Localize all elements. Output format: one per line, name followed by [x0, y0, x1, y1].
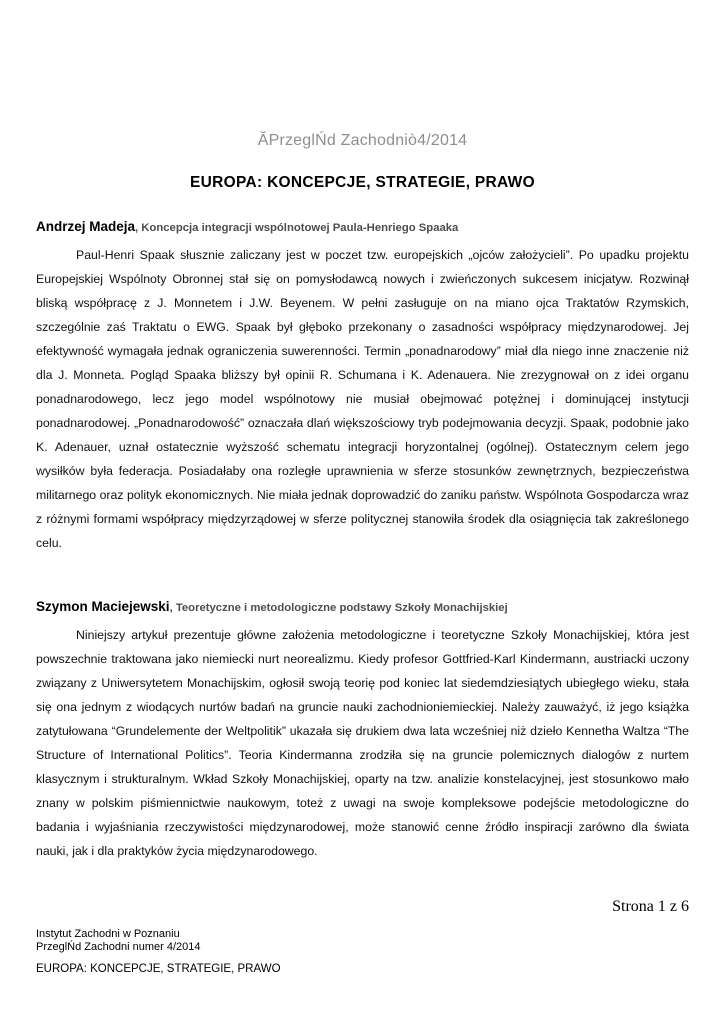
- footer-journal: PrzeglŃd Zachodni numer 4/2014: [36, 940, 201, 953]
- footer-institute: Instytut Zachodni w Poznaniu: [36, 928, 180, 940]
- article-abstract-block: [36, 599, 689, 863]
- article-author-line: [36, 219, 689, 234]
- article-title: , Teoretyczne i metodologiczne podstawy Szkoły Monachijskiej: [169, 602, 508, 614]
- article-title: , Koncepcja integracji wspólnotowej Paula-Henriego Spaaka: [135, 222, 459, 234]
- article-author-line: [36, 599, 689, 614]
- journal-header: ĂPrzeglŃd Zachodniò4/2014: [257, 132, 468, 149]
- author-name: Andrzej Madeja: [36, 219, 136, 234]
- page-title: EUROPA: KONCEPCJE, STRATEGIE, PRAWO: [190, 174, 535, 191]
- abstract-paragraph: Niniejszy artykuł prezentuje główne założenia metodologiczne i teoretyczne Szkoły Monachijskiej, która jest powszechnie traktowana jako niemiecki nurt neorealizmu. Kiedy profesor Gottfried-Karl Kindermann, austriacki uczony związany z Uniwersytetem Monachijskim, ogłosił swoją teorię pod koniec lat siedemdziesiątych ubiegłego wieku, stała się ona jednym z wiodących nurtów badań na gruncie nauki zachodnioniemieckiej. Należy zauważyć, iż jego książka zatytułowana “Grundelemente der Weltpolitik” ukazała się drukiem dwa lata wcześniej niż dzieło Kennetha Waltza “The Structure of International Politics”. Teoria Kindermanna zrodziła się na gruncie polemicznych dialogów z nurtem klasycznym i strukturalnym. Wkład Szkoły Monachijskiej, oparty na tzw. analizie konstelacyjnej, jest stosunkowo mało znany w polskim piśmiennictwie naukowym, toteż z uwagi na swoje kompleksowe podejście metodologiczne do badania i wyjaśniania rzeczywistości międzynarodowej, może stanowić cenne źródło inspiracji zarówno dla świata nauki, jak i dla praktyków życia międzynarodowego.: [36, 628, 689, 858]
- abstract-paragraph: Paul-Henri Spaak słusznie zaliczany jest w poczet tzw. europejskich „ojców założycieli”. Po upadku projektu Europejskiej Wspólnoty Obronnej stał się on pomysłodawcą nowych i zwieńczonych sukcesem inicjatyw. Rozwinął bliską współpracę z J. Monnetem i J.W. Beyenem. W pełni zasługuje on na miano ojca Traktatów Rzymskich, szczególnie zaś Traktatu o EWG. Spaak był głęboko przekonany o zasadności współpracy międzynarodowej. Jej efektywność wymagała jednak ograniczenia suwerenności. Termin „ponadnarodowy” miał dla niego inne znaczenie niż dla J. Monneta. Pogląd Spaaka bliższy był opinii R. Schumana i K. Adenauera. Nie zrezygnował on z idei organu ponadnarodowego, lecz jego model wspólnotowy nie musiał obejmować potężnej i dominującej instytucji ponadnarodowej. „Ponadnarodowość” oznaczała dlań większościowy tryb podejmowania decyzji. Spaak, podobnie jako K. Adenauer, uznał ostatecznie wyższość schematu integracji horyzontalnej (ogólnej). Ostatecznym celem jego wysiłków była federacja. Posiadałaby ona rozległe uprawnienia w sferze stosunków zewnętrznych, bezpieczeństwa militarnego oraz polityk ekonomicznych. Nie miała jednak doprowadzić do zaniku państw. Wspólnota Gospodarcza wraz z różnymi formami współpracy międzyrządowej w sferze politycznej stanowiła środek dla osiągnięcia tak zakreślonego celu.: [36, 248, 689, 550]
- article-abstract-block: [36, 219, 689, 555]
- footer-meta: [36, 928, 200, 953]
- author-name: Szymon Maciejewski: [36, 599, 170, 614]
- page-number: Strona 1 z 6: [612, 898, 689, 915]
- page-content: [36, 219, 689, 863]
- footer-section-title: EUROPA: KONCEPCJE, STRATEGIE, PRAWO: [36, 963, 281, 975]
